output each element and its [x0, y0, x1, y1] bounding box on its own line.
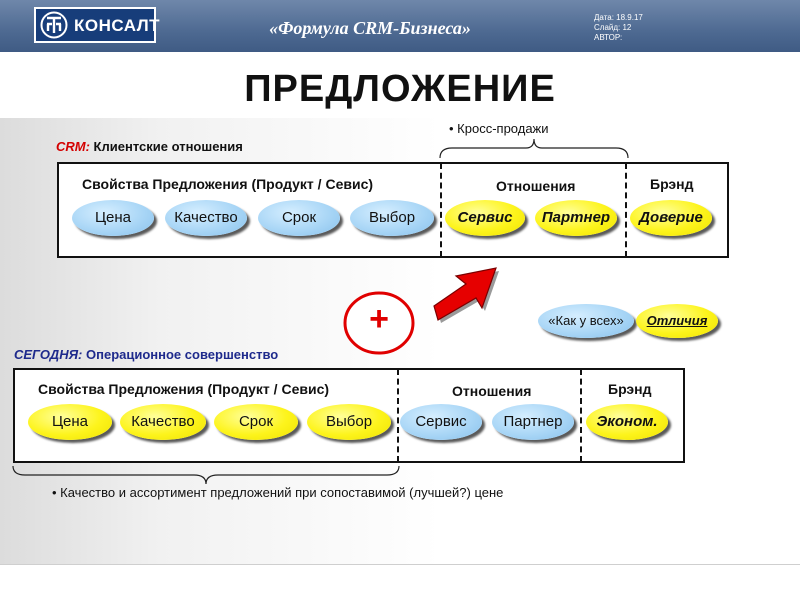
cross-sell-brace: [438, 136, 630, 160]
crm-pill-trust: Доверие: [630, 200, 712, 236]
crm-label-text: Клиентские отношения: [89, 139, 243, 154]
page-title: ПРЕДЛОЖЕНИЕ: [244, 68, 556, 110]
quality-assortment-note: • Качество и ассортимент предложений при сопоставимой (лучшей?) цене: [52, 485, 504, 500]
today-divider-relations: [397, 369, 399, 462]
crm-group-properties: Свойства Предложения (Продукт / Севис): [82, 176, 374, 192]
today-pill-price: Цена: [28, 404, 112, 440]
today-group-properties: Свойства Предложения (Продукт / Севис): [38, 381, 330, 397]
today-properties-brace: [10, 464, 402, 486]
today-pill-service: Сервис: [400, 404, 482, 440]
plus-sign: +: [369, 300, 389, 338]
upward-arrow-icon: [430, 262, 502, 328]
today-label-prefix: СЕГОДНЯ:: [14, 347, 83, 362]
today-label-text: Операционное совершенство: [82, 347, 279, 362]
crm-group-brand: Брэнд: [650, 176, 694, 192]
today-pill-partner: Партнер: [492, 404, 574, 440]
differences-pill: Отличия: [636, 304, 718, 338]
crm-pill-quality: Качество: [165, 200, 247, 236]
slide-date: Дата: 18.9.17: [594, 13, 643, 22]
crm-section-label: [56, 139, 243, 154]
today-pill-quality: Качество: [120, 404, 206, 440]
crm-pill-term: Срок: [258, 200, 340, 236]
today-group-brand: Брэнд: [608, 381, 652, 397]
cross-sell-note: • Кросс-продажи: [449, 121, 549, 136]
presentation-title: «Формула CRM-Бизнеса»: [269, 18, 471, 38]
crm-pill-choice: Выбор: [350, 200, 434, 236]
crm-group-relations: Отношения: [496, 178, 576, 194]
crm-label-prefix: CRM:: [56, 139, 90, 154]
today-divider-brand: [580, 369, 582, 462]
company-logo: [34, 7, 161, 43]
company-logo-mark-icon: [40, 11, 68, 39]
crm-divider-brand: [625, 163, 627, 257]
today-group-relations: Отношения: [452, 383, 532, 399]
logo-text: КОНСАЛТ: [74, 16, 161, 35]
footer-divider: [0, 564, 800, 565]
slide-number: Слайд: 12: [594, 23, 632, 32]
crm-pill-service: Сервис: [445, 200, 525, 236]
crm-pill-price: Цена: [72, 200, 154, 236]
crm-pill-partner: Партнер: [535, 200, 617, 236]
today-pill-choice: Выбор: [307, 404, 391, 440]
crm-divider-relations: [440, 163, 442, 257]
like-everyone-pill: «Как у всех»: [538, 304, 634, 338]
today-pill-term: Срок: [214, 404, 298, 440]
slide-author: АВТОР:: [594, 33, 623, 42]
today-pill-economy: Эконом.: [586, 404, 668, 440]
today-section-label: [14, 347, 278, 362]
